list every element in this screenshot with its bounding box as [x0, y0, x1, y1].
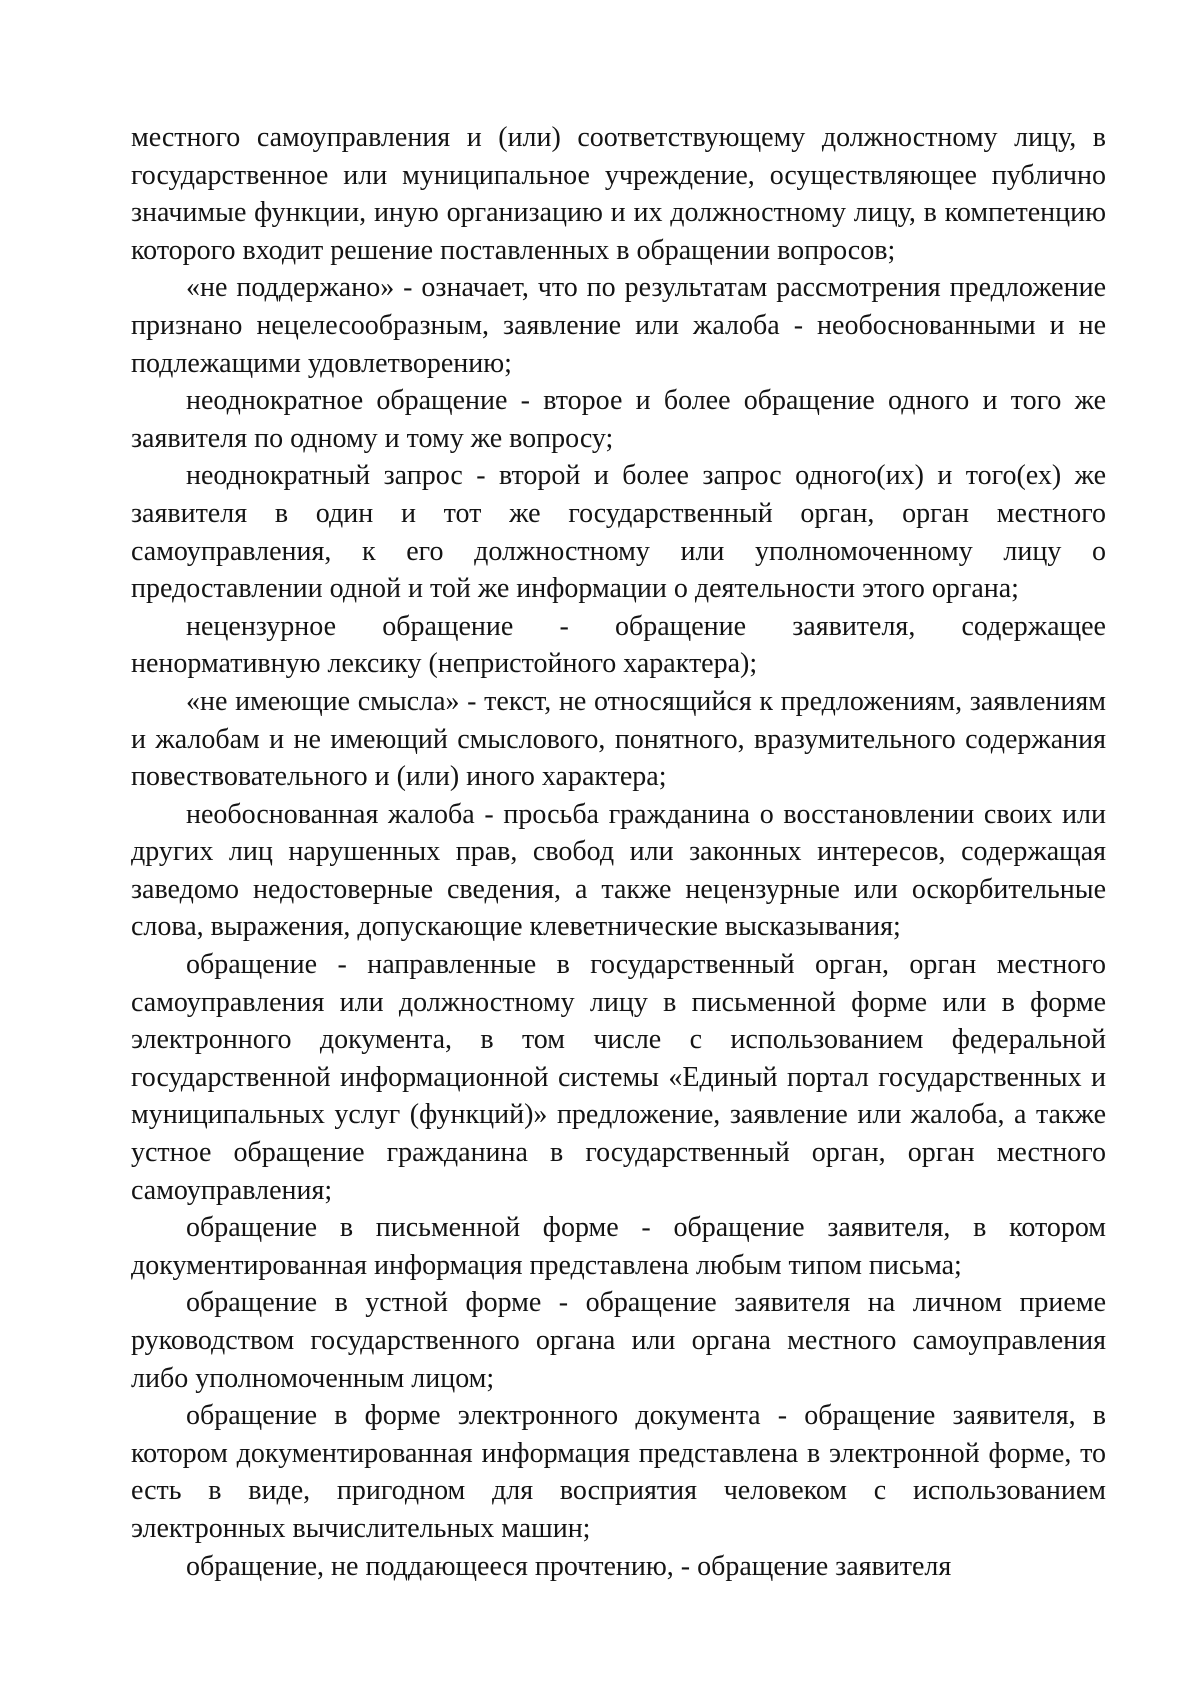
paragraph-ne-imeyushchie-smysla: «не имеющие смысла» - текст, не относящийся к предложениям, заявлениям и жалобам и не имеющий смыслового, понятного, вразумительного содержания повествовательного и (или) иного характера; — [131, 685, 1106, 793]
paragraph-necenzurnoe-obrashchenie: нецензурное обращение - обращение заявителя, содержащее ненормативную лексику (непристойного характера); — [131, 610, 1106, 680]
paragraph-neodnokratnoe-obrashchenie: неоднократное обращение - второе и более обращение одного и того же заявителя по одному и тому же вопросу; — [131, 385, 1106, 454]
paragraph-obrashchenie: обращение - направленные в государственный орган, орган местного самоуправления или должностному лицу в письменной форме или в форме электронного документа, в том числе с использованием федеральной государственной информационной системы «Единый портал государственных и муниципальных услуг (функций)» предложение, заявление или жалоба, а также устное обращение гражданина в государственный орган, орган местного самоуправления; — [131, 949, 1106, 1206]
paragraph-ne-poddayushcheesya-prochteniyu: обращение, не поддающееся прочтению, - обращение заявителя — [186, 1550, 952, 1582]
paragraph-obrashchenie-pismennoe: обращение в письменной форме - обращение заявителя, в котором документированная информация представлена любым типом письма; — [131, 1212, 1106, 1281]
paragraph-obrashchenie-elektronnoe: обращение в форме электронного документа - обращение заявителя, в котором документированная информация представлена в электронной форме, то есть в виде, пригодном для восприятия человеком с использованием электронных вычислительных машин; — [131, 1400, 1106, 1544]
document-body — [131, 119, 1106, 1585]
paragraph-ne-podderzhano: «не поддержано» - означает, что по результатам рассмотрения предложение признано нецелесообразным, заявление или жалоба - необоснованными и не подлежащими удовлетворению; — [131, 272, 1106, 379]
paragraph-neobosnovannaya-zhaloba: необоснованная жалоба - просьба гражданина о восстановлении своих или других лиц нарушенных прав, свобод или законных интересов, содержащая заведомо недостоверные сведения, а также нецензурные или оскорбительные слова, выражения, допускающие клеветнические высказывания; — [131, 798, 1106, 943]
paragraph-obrashchenie-ustnoe: обращение в устной форме - обращение заявителя на личном приеме руководством государственного органа или органа местного самоуправления либо уполномоченным лицом; — [131, 1287, 1106, 1394]
paragraph-neodnokratnyi-zapros: неоднократный запрос - второй и более запрос одного(их) и того(ех) же заявителя в один и тот же государственный орган, орган местного самоуправления, к его должностному или уполномоченному лицу о предоставлении одной и той же информации о деятельности этого органа; — [131, 460, 1106, 605]
paragraph-continuation: местного самоуправления и (или) соответствующему должностному лицу, в государственное или муниципальное учреждение, осуществляющее публично значимые функции, иную организацию и их должностному лицу, в компетенцию которого входит решение поставленных в обращении вопросов; — [131, 122, 1106, 266]
